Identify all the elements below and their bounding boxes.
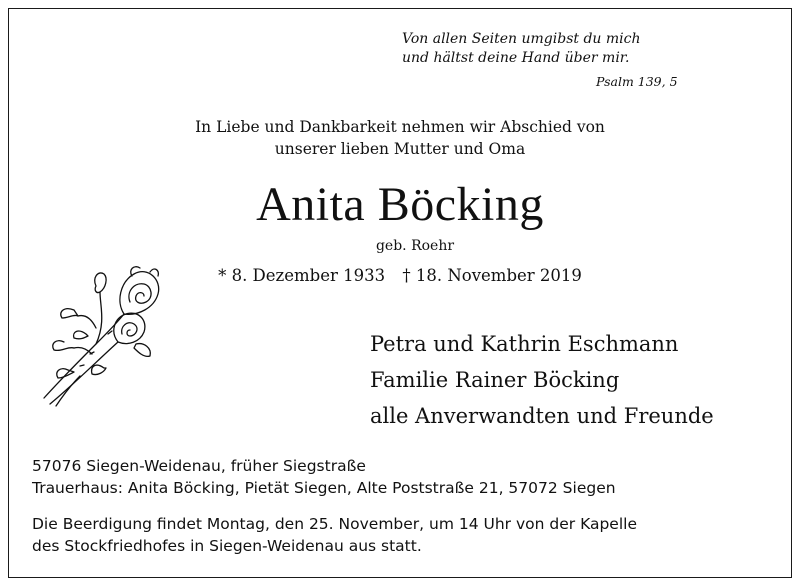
verse-line-1: Von allen Seiten umgibst du mich <box>402 31 641 47</box>
mourners-list <box>370 326 714 434</box>
death-date: † 18. November 2019 <box>402 266 582 285</box>
rose-icon <box>34 258 164 408</box>
address-block <box>32 455 616 499</box>
mourner-line: Petra und Kathrin Eschmann <box>370 332 679 356</box>
funeral-info <box>32 513 637 557</box>
bible-verse <box>402 30 641 68</box>
birth-date: * 8. Dezember 1933 <box>218 266 386 285</box>
mourner-line: alle Anverwandten und Freunde <box>370 404 714 428</box>
intro-line-2: unserer lieben Mutter und Oma <box>274 140 526 158</box>
verse-line-2: und hältst deine Hand über mir. <box>402 50 630 66</box>
deceased-name: Anita Böcking <box>256 178 544 231</box>
funeral-line-2: des Stockfriedhofes in Siegen-Weidenau aus statt. <box>32 537 422 555</box>
funeral-line-1: Die Beerdigung findet Montag, den 25. November, um 14 Uhr von der Kapelle <box>32 515 637 533</box>
intro-text <box>0 116 800 160</box>
mourner-line: Familie Rainer Böcking <box>370 368 620 392</box>
intro-line-1: In Liebe und Dankbarkeit nehmen wir Abschied von <box>195 118 605 136</box>
address-line-1: 57076 Siegen-Weidenau, früher Siegstraße <box>32 457 366 475</box>
address-line-2: Trauerhaus: Anita Böcking, Pietät Siegen, Alte Poststraße 21, 57072 Siegen <box>32 479 616 497</box>
birth-name: geb. Roehr <box>375 238 455 254</box>
verse-reference: Psalm 139, 5 <box>596 74 678 89</box>
